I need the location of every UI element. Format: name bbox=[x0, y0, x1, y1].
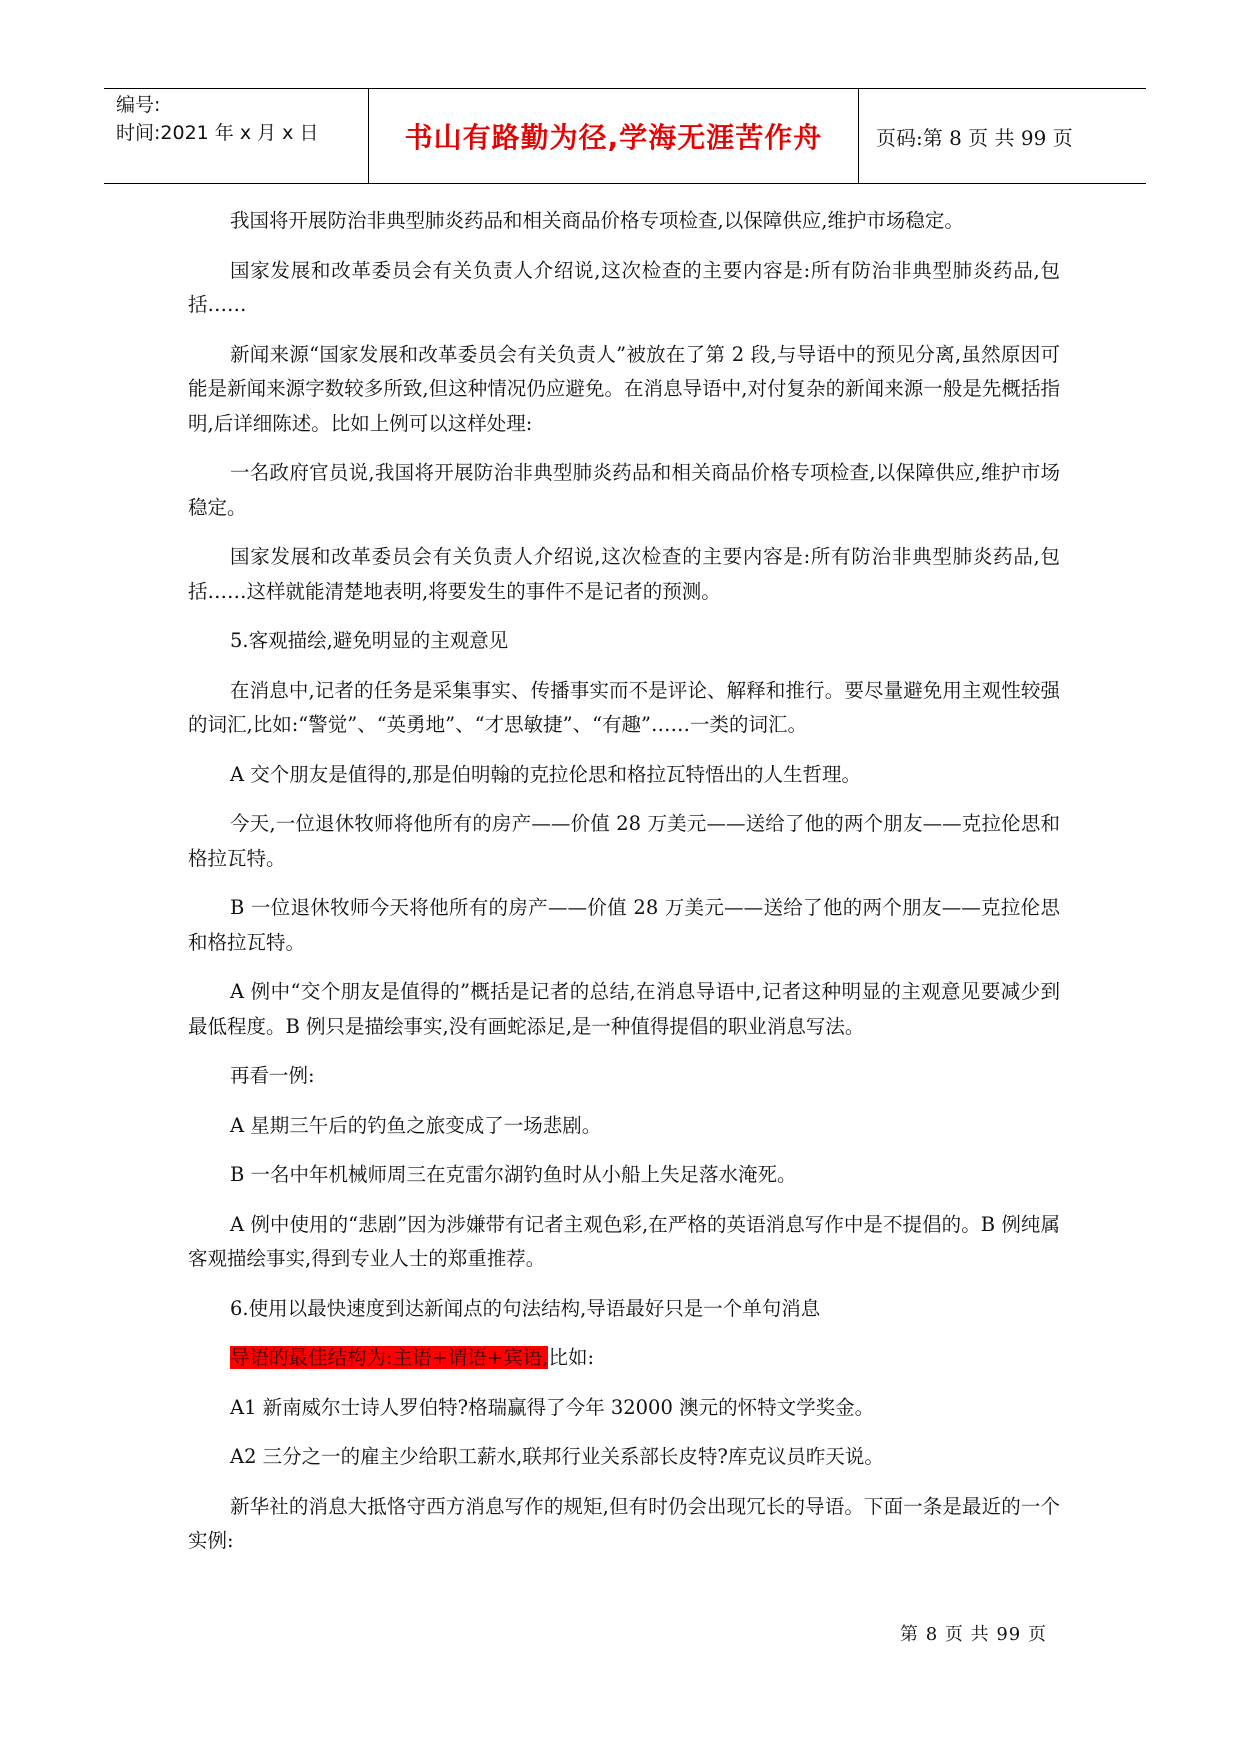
paragraph: 再看一例: bbox=[230, 1064, 315, 1087]
paragraph: 新华社的消息大抵恪守西方消息写作的规矩,但有时仍会出现冗长的导语。下面一条是最近的一个实例: bbox=[188, 1494, 1060, 1552]
example-b: B 一名中年机械师周三在克雷尔湖钓鱼时从小船上失足落水淹死。 bbox=[230, 1163, 797, 1186]
paragraph: A 例中使用的“悲剧”因为涉嫌带有记者主观色彩,在严格的英语消息写作中是不提倡的。B 例纯属客观描绘事实,得到专业人士的郑重推荐。 bbox=[188, 1212, 1060, 1270]
paragraph: 一名政府官员说,我国将开展防治非典型肺炎药品和相关商品价格专项检查,以保障供应,维护市场稳定。 bbox=[188, 461, 1060, 519]
example-a: A 星期三午后的钓鱼之旅变成了一场悲剧。 bbox=[230, 1113, 602, 1137]
header-divider bbox=[858, 89, 859, 183]
page-footer: 第 8 页 共 99 页 bbox=[900, 1624, 1047, 1645]
document-time-label: 时间:2021 年 x 月 x 日 bbox=[116, 122, 319, 144]
paragraph: 国家发展和改革委员会有关负责人介绍说,这次检查的主要内容是:所有防治非典型肺炎药品,包括…… bbox=[188, 258, 1060, 316]
paragraph-text: 比如: bbox=[548, 1346, 595, 1369]
document-number-label: 编号: bbox=[116, 94, 161, 116]
paragraph: A 例中“交个朋友是值得的”概括是记者的总结,在消息导语中,记者这种明显的主观意见要减少到最低程度。B 例只是描绘事实,没有画蛇添足,是一种值得提倡的职业消息写法。 bbox=[188, 980, 1060, 1038]
example-a2: A2 三分之一的雇主少给职工薪水,联邦行业关系部长皮特?库克议员昨天说。 bbox=[230, 1445, 884, 1468]
header-meta bbox=[116, 91, 366, 147]
section-heading: 5.客观描绘,避免明显的主观意见 bbox=[230, 629, 509, 652]
page-header bbox=[104, 88, 1146, 184]
section-heading: 6.使用以最快速度到达新闻点的句法结构,导语最好只是一个单句消息 bbox=[230, 1296, 821, 1320]
example-a1: A1 新南威尔士诗人罗伯特?格瑞赢得了今年 32000 澳元的怀特文学奖金。 bbox=[230, 1395, 875, 1419]
example-b: B 一位退休牧师今天将他所有的房产——价值 28 万美元——送给了他的两个朋友——克拉伦思和格拉瓦特。 bbox=[188, 896, 1060, 954]
paragraph: 国家发展和改革委员会有关负责人介绍说,这次检查的主要内容是:所有防治非典型肺炎药品,包括……这样就能清楚地表明,将要发生的事件不是记者的预测。 bbox=[188, 545, 1060, 603]
highlighted-text: 导语的最佳结构为:主语+谓语+宾语, bbox=[230, 1346, 549, 1369]
paragraph: 今天,一位退休牧师将他所有的房产——价值 28 万美元——送给了他的两个朋友——克拉伦思和格拉瓦特。 bbox=[188, 812, 1060, 870]
paragraph: 新闻来源“国家发展和改革委员会有关负责人”被放在了第 2 段,与导语中的预见分离,虽然原因可能是新闻来源字数较多所致,但这种情况仍应避免。在消息导语中,对付复杂的新闻来源一般是先概括指明,后详细陈述。比如上例可以这样处理: bbox=[188, 342, 1060, 435]
header-motto: 书山有路勤为径,学海无涯苦作舟 bbox=[404, 121, 823, 154]
paragraph: 在消息中,记者的任务是采集事实、传播事实而不是评论、解释和推行。要尽量避免用主观性较强的词汇,比如:“警觉”、“英勇地”、“才思敏捷”、“有趣”……一类的词汇。 bbox=[188, 678, 1060, 736]
header-page-label: 页码:第 8 页 共 99 页 bbox=[876, 125, 1073, 150]
highlighted-paragraph bbox=[188, 1341, 1060, 1376]
example-a: A 交个朋友是值得的,那是伯明翰的克拉伦思和格拉瓦特悟出的人生哲理。 bbox=[230, 762, 861, 786]
document-body bbox=[188, 204, 1060, 1574]
paragraph: 我国将开展防治非典型肺炎药品和相关商品价格专项检查,以保障供应,维护市场稳定。 bbox=[230, 209, 964, 232]
